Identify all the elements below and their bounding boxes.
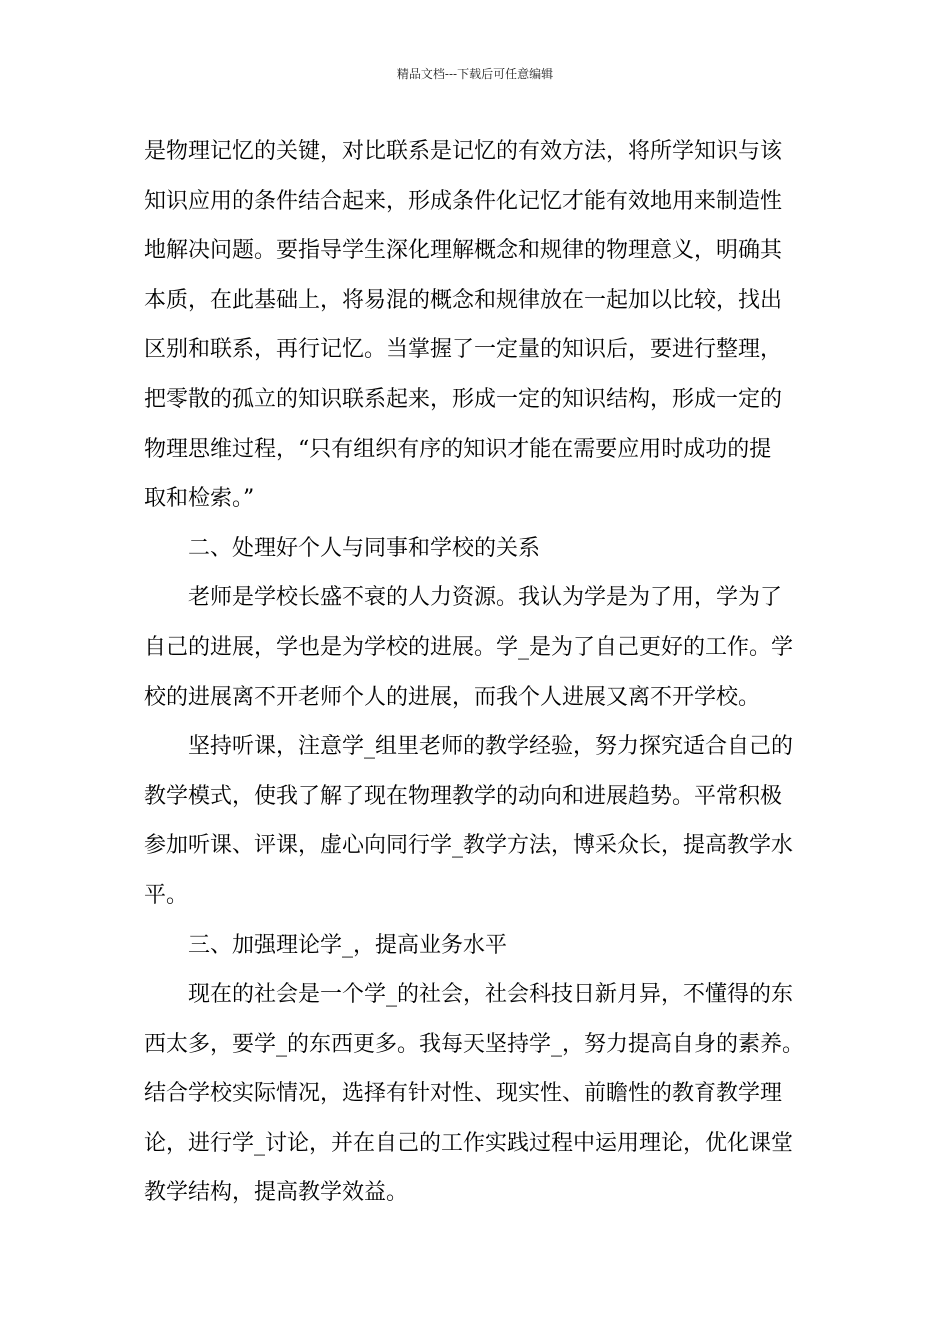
text-line: 物理思维过程，“只有组织有序的知识才能在需要应用时成功的提 — [144, 436, 772, 462]
text-line: 自己的进展，学也是为学校的进展。学_是为了自己更好的工作。学 — [144, 634, 794, 660]
section-heading: 三、加强理论学_，提高业务水平 — [188, 932, 508, 958]
body-text — [144, 130, 809, 1221]
text-line: 教学模式，使我了解了现在物理教学的动向和进展趋势。平常积极 — [144, 783, 783, 809]
page-header: 精品文档---下载后可任意编辑 — [396, 67, 554, 81]
text-line: 地解决问题。要指导学生深化理解概念和规律的物理意义，明确其 — [144, 238, 783, 264]
text-line: 现在的社会是一个学_的社会，社会科技日新月异，不懂得的东 — [188, 982, 794, 1008]
text-line: 老师是学校长盛不衰的人力资源。我认为学是为了用，学为了 — [188, 585, 783, 611]
text-line: 参加听课、评课，虚心向同行学_教学方法，博采众长，提高教学水 — [144, 833, 794, 859]
text-line: 论，进行学_讨论，并在自己的工作实践过程中运用理论，优化课堂 — [144, 1130, 794, 1156]
text-line: 区别和联系，再行记忆。当掌握了一定量的知识后，要进行整理， — [144, 337, 783, 363]
text-line: 坚持听课，注意学_组里老师的教学经验，努力探究适合自己的 — [188, 734, 794, 760]
text-line: 结合学校实际情况，选择有针对性、现实性、前瞻性的教育教学理 — [144, 1081, 783, 1107]
text-line: 平。 — [144, 882, 189, 908]
text-line: 本质，在此基础上，将易混的概念和规律放在一起加以比较，找出 — [144, 287, 783, 313]
text-line: 西太多，要学_的东西更多。我每天坚持学_，努力提高自身的素养。 — [144, 1031, 805, 1057]
text-line: 教学结构，提高教学效益。 — [144, 1180, 409, 1206]
text-line: 是物理记忆的关键，对比联系是记忆的有效方法，将所学知识与该 — [144, 139, 783, 164]
text-line: 校的进展离不开老师个人的进展，而我个人进展又离不开学校。 — [144, 684, 761, 710]
text-line: 把零散的孤立的知识联系起来，形成一定的知识结构，形成一定的 — [144, 386, 783, 412]
section-heading: 二、处理好个人与同事和学校的关系 — [188, 535, 541, 561]
text-line: 知识应用的条件结合起来，形成条件化记忆才能有效地用来制造性 — [144, 188, 783, 214]
text-line: 取和检索。” — [144, 486, 255, 512]
